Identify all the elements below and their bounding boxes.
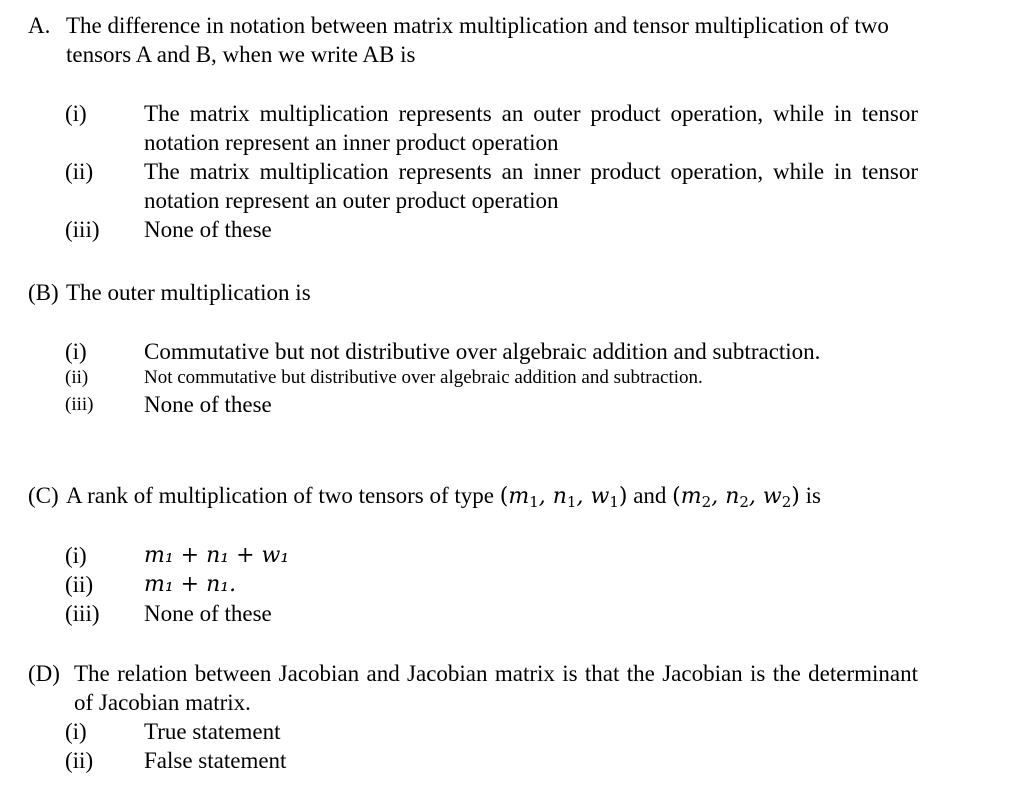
option-text: None of these (144, 601, 272, 626)
option-text: False statement (144, 748, 287, 773)
type-tuple-1: ($m_1$, $n_1$, $w_1$) (499, 484, 628, 511)
option-number: (i) (65, 339, 87, 364)
question-a-label: A. (28, 13, 51, 38)
question-d (28, 659, 918, 775)
option-c-iii (65, 599, 918, 628)
option-number: (ii) (65, 748, 94, 773)
question-a-options (65, 99, 918, 244)
option-number: (i) (65, 101, 87, 126)
option-text: The matrix multiplication represents an inner product operation, while in tensor notation represent an outer product operation (144, 159, 918, 213)
option-b-iii (65, 390, 918, 419)
option-a-ii (65, 157, 918, 215)
option-text: True statement (144, 719, 281, 744)
option-d-i (65, 717, 918, 746)
option-c-i (65, 541, 918, 570)
option-number: (iii) (65, 217, 100, 242)
option-number: (ii) (65, 572, 94, 597)
option-number: (i) (65, 543, 87, 568)
question-d-options (65, 717, 918, 775)
question-d-text: The relation between Jacobian and Jacobian matrix is that the Jacobian is the determinant of Jacobian matrix. (74, 661, 918, 715)
option-text: None of these (144, 217, 272, 242)
question-c (28, 481, 918, 628)
question-b (28, 278, 918, 419)
question-c-text (66, 481, 918, 511)
option-c-ii (65, 570, 918, 599)
option-a-iii (65, 215, 918, 244)
question-b-heading (28, 278, 918, 307)
option-text: None of these (144, 392, 272, 417)
option-number: (iii) (65, 601, 100, 626)
option-number: (i) (65, 719, 87, 744)
question-c-text-after: is (799, 483, 821, 508)
question-c-label: (C) (28, 483, 59, 508)
question-c-text-before: A rank of multiplication of two tensors of type (66, 483, 500, 508)
question-d-heading (28, 659, 918, 717)
option-number: (ii) (65, 159, 94, 184)
type-tuple-2: ($m_2$, $n_2$, $w_2$) (672, 484, 800, 511)
question-c-text-and: and (627, 483, 673, 508)
question-d-label: (D) (28, 661, 60, 686)
option-b-ii (65, 366, 918, 390)
question-c-heading (28, 481, 918, 511)
option-text: Not commutative but distributive over algebraic addition and subtraction. (144, 367, 703, 388)
option-text: Commutative but not distributive over algebraic addition and subtraction. (144, 339, 821, 364)
question-b-text: The outer multiplication is (66, 280, 311, 305)
option-a-i (65, 99, 918, 157)
question-c-options (65, 541, 918, 628)
question-a-text: The difference in notation between matrix multiplication and tensor multiplication of two tensors A and B, when we write AB is (66, 13, 889, 67)
option-expression: m₁ + n₁ + w₁ (144, 543, 290, 568)
option-number: (ii) (65, 367, 89, 388)
option-b-i (65, 337, 918, 366)
option-d-ii (65, 746, 918, 775)
question-a-heading (28, 11, 918, 69)
question-b-options (65, 337, 918, 419)
question-a (28, 11, 918, 244)
option-expression: m₁ + n₁. (144, 572, 237, 597)
option-text: The matrix multiplication represents an outer product operation, while in tensor notation represent an inner product operation (144, 101, 918, 155)
question-b-label: (B) (28, 280, 59, 305)
option-number: (iii) (65, 394, 94, 415)
